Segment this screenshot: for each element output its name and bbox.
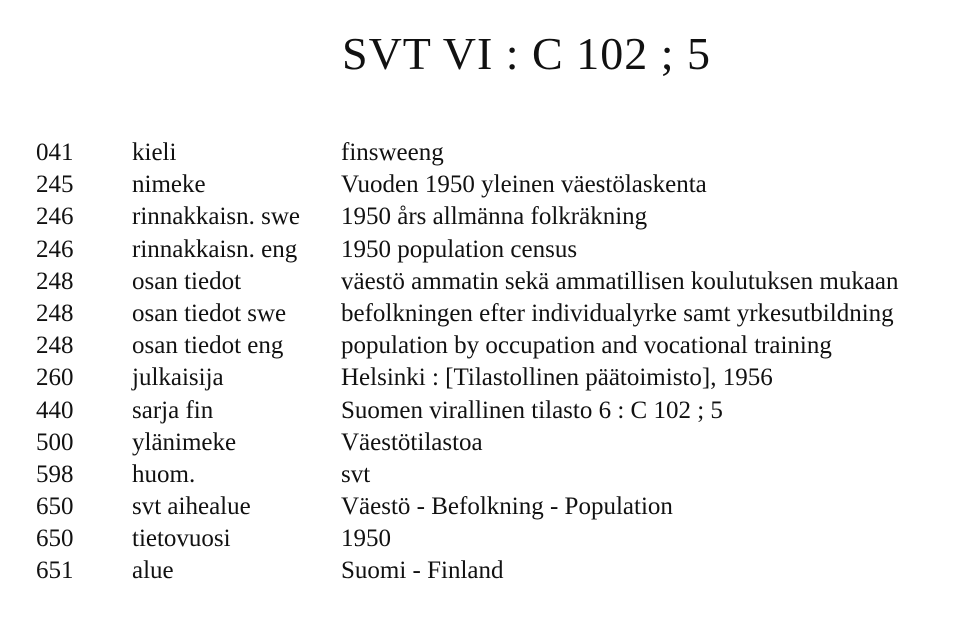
record-row	[36, 395, 956, 427]
record-row	[36, 427, 956, 459]
record-tag: 650	[36, 493, 74, 521]
record-value: Suomen virallinen tilasto 6 : C 102 ; 5	[341, 396, 723, 424]
record-tag: 248	[36, 332, 74, 360]
record-field: osan tiedot	[132, 267, 242, 295]
record-tag: 500	[36, 428, 74, 456]
record-row	[36, 330, 956, 362]
record-value: befolkningen efter individualyrke samt yrkesutbildning	[341, 299, 894, 327]
record-tag: 041	[36, 139, 74, 166]
record-row	[36, 491, 956, 523]
record-value: population by occupation and vocational training	[341, 332, 832, 360]
record-field: nimeke	[132, 171, 206, 199]
record-field: kieli	[132, 139, 177, 166]
record-field: ylänimeke	[132, 428, 237, 456]
document-title: SVT VI : C 102 ; 5	[342, 28, 712, 79]
record-value: Väestö - Befolkning - Population	[341, 493, 673, 521]
record-value: 1950	[341, 525, 391, 553]
record-value: 1950 population census	[341, 235, 578, 263]
record-value: Väestötilastoa	[341, 428, 483, 456]
record-row	[36, 234, 956, 266]
record-row	[36, 555, 956, 587]
record-tag: 248	[36, 299, 74, 327]
record-row	[36, 523, 956, 555]
record-tag: 246	[36, 235, 74, 263]
record-tag: 650	[36, 525, 74, 553]
record-field: alue	[132, 557, 174, 585]
record-tag: 651	[36, 557, 74, 585]
record-value: väestö ammatin sekä ammatillisen koulutuksen mukaan	[341, 267, 899, 295]
record-row	[36, 266, 956, 298]
record-row	[36, 459, 956, 491]
record-field: osan tiedot swe	[132, 299, 287, 327]
record-field: julkaisija	[132, 364, 224, 392]
record-value: Helsinki : [Tilastollinen päätoimisto], 1956	[341, 364, 773, 392]
record-tag: 246	[36, 203, 74, 231]
record-field: rinnakkaisn. eng	[132, 235, 298, 263]
record-tag: 440	[36, 396, 74, 424]
record-field: sarja fin	[132, 396, 214, 424]
record-row	[36, 362, 956, 394]
record-field: svt aihealue	[132, 493, 251, 521]
record-value: finsweeng	[341, 139, 444, 166]
catalog-record-list	[36, 137, 956, 588]
record-value: Vuoden 1950 yleinen väestölaskenta	[341, 171, 707, 199]
record-tag: 260	[36, 364, 74, 392]
record-row	[36, 201, 956, 233]
record-field: tietovuosi	[132, 525, 231, 553]
record-tag: 245	[36, 171, 74, 199]
record-field: rinnakkaisn. swe	[132, 203, 301, 231]
record-tag: 598	[36, 460, 74, 488]
record-value: svt	[341, 460, 371, 488]
record-row	[36, 137, 956, 169]
record-field: huom.	[132, 460, 196, 488]
record-value: Suomi - Finland	[341, 557, 504, 585]
record-row	[36, 298, 956, 330]
record-tag: 248	[36, 267, 74, 295]
record-value: 1950 års allmänna folkräkning	[341, 203, 648, 231]
record-row	[36, 169, 956, 201]
record-field: osan tiedot eng	[132, 332, 284, 360]
